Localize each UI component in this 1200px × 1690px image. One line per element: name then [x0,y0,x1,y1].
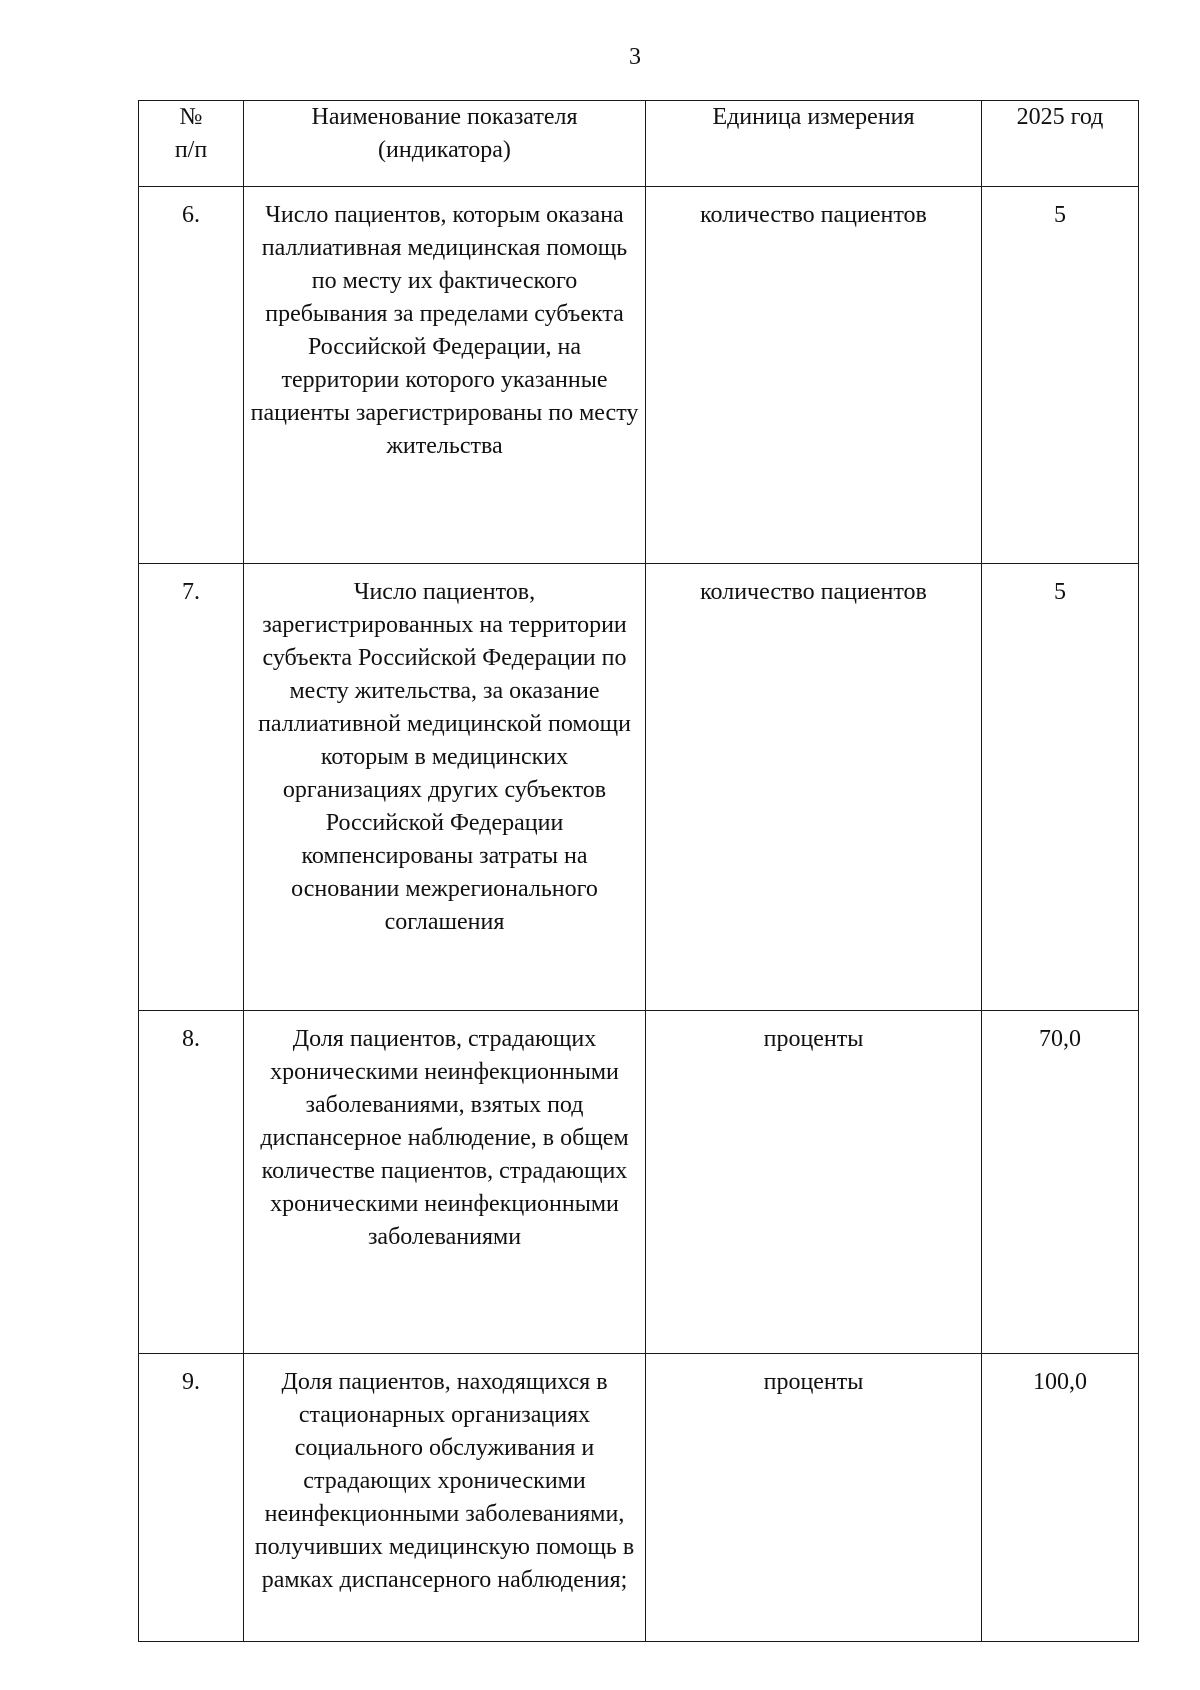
indicator-value: 100,0 [1033,1369,1087,1395]
indicator-name: Число пациентов, зарегистрированных на территории субъекта Российской Федерации по месту жительства, за оказание паллиативной медицинской помощи которым в медицинских организациях других субъектов Российской Федерации компенсированы затраты на основании межрегионального соглашения [258,579,631,935]
indicator-value: 70,0 [1039,1026,1081,1052]
indicator-unit: количество пациентов [700,202,927,228]
page-number: 3 [629,44,641,70]
header-num-text: № п/п [174,104,208,163]
row-number: 7. [182,579,200,605]
cell-year [982,1354,1139,1642]
table-row [139,564,1139,1011]
indicator-value: 5 [1054,202,1066,228]
indicator-unit: проценты [763,1026,864,1052]
cell-name [244,564,646,1011]
indicators-table [138,100,1139,1642]
row-number: 8. [182,1026,200,1052]
header-num [139,101,244,187]
header-unit-text: Единица измерения [712,104,915,130]
cell-name [244,187,646,564]
table-row [139,1011,1139,1354]
cell-num [139,187,244,564]
cell-name [244,1011,646,1354]
indicator-unit: проценты [763,1369,864,1395]
indicator-value: 5 [1054,579,1066,605]
cell-unit [646,1354,982,1642]
header-unit [646,101,982,187]
table-row [139,1354,1139,1642]
cell-name [244,1354,646,1642]
row-number: 6. [182,202,200,228]
cell-year [982,1011,1139,1354]
cell-year [982,187,1139,564]
header-year-text: 2025 год [1016,104,1104,130]
header-name-text: Наименование показателя (индикатора) [311,104,578,163]
header-name [244,101,646,187]
cell-unit [646,1011,982,1354]
cell-unit [646,564,982,1011]
row-number: 9. [182,1369,200,1395]
table-row [139,187,1139,564]
indicator-name: Доля пациентов, находящихся в стационарных организациях социального обслуживания и страдающих хроническими неинфекционными заболеваниями, получивших медицинскую помощь в рамках диспансерного наблюдения; [254,1369,635,1593]
cell-unit [646,187,982,564]
indicator-name: Доля пациентов, страдающих хроническими неинфекционными заболеваниями, взятых под диспансерное наблюдение, в общем количестве пациентов, страдающих хроническими неинфекционными заболеваниями [260,1026,629,1250]
indicator-unit: количество пациентов [700,579,927,605]
cell-num [139,1354,244,1642]
cell-year [982,564,1139,1011]
indicator-name: Число пациентов, которым оказана паллиативная медицинская помощь по месту их фактического пребывания за пределами субъекта Российской Федерации, на территории которого указанные пациенты зарегистрированы по месту жительства [250,202,639,459]
table-header-row [139,101,1139,187]
header-year [982,101,1139,187]
cell-num [139,1011,244,1354]
cell-num [139,564,244,1011]
